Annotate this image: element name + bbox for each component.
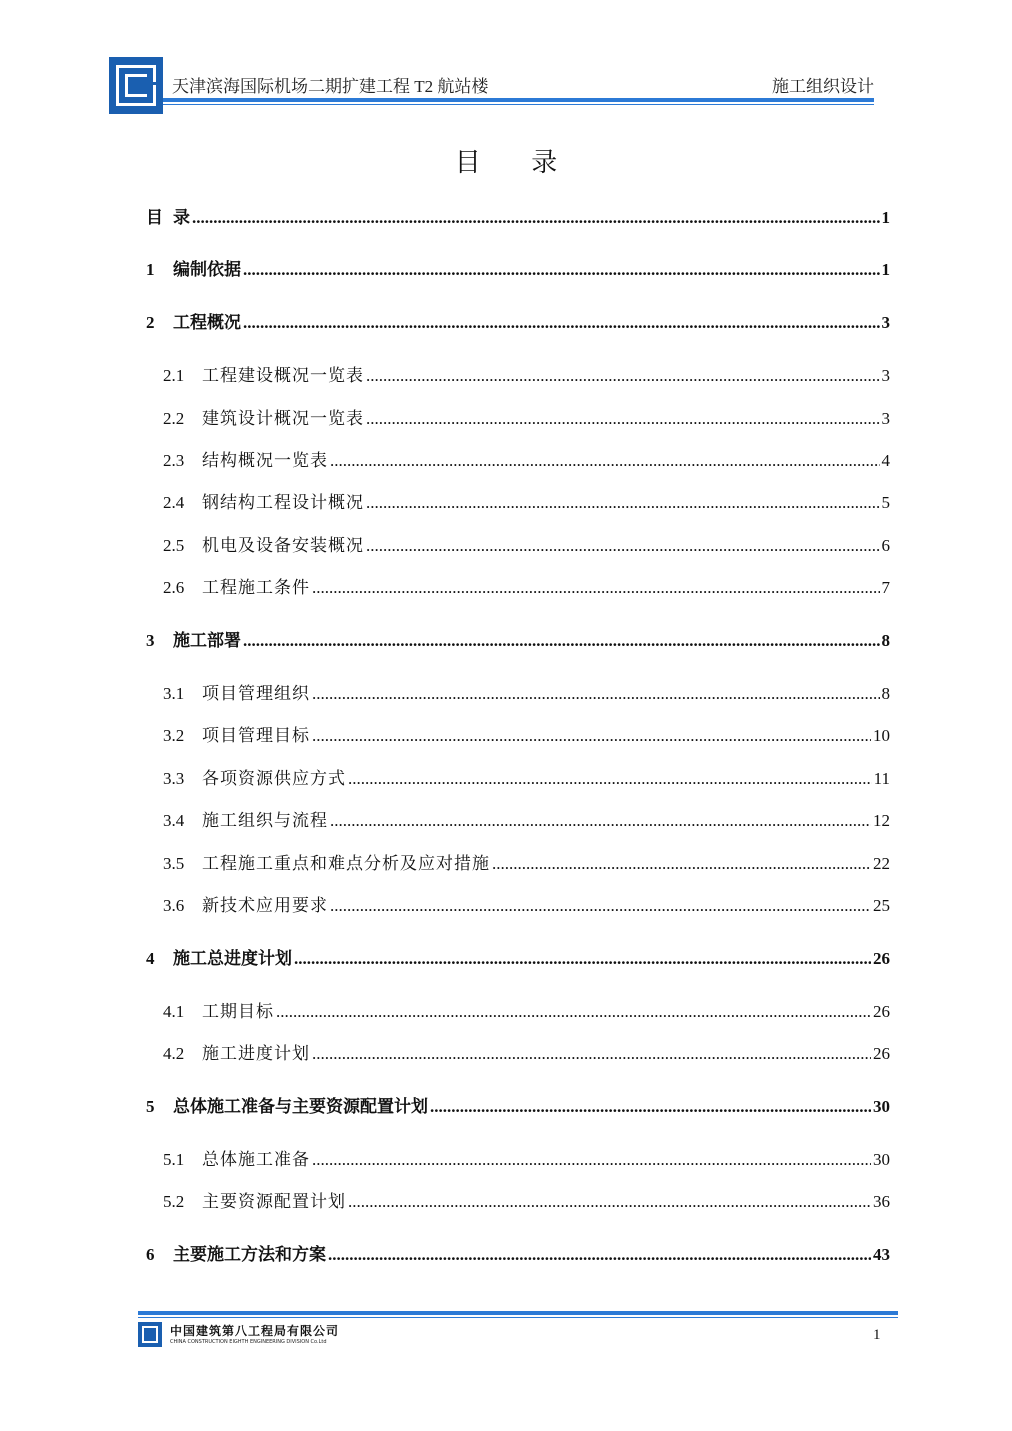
toc-entry-label: 项目管理组织 xyxy=(202,684,310,703)
toc-entry[interactable] xyxy=(146,203,890,227)
toc-dot-leader xyxy=(366,493,880,513)
toc-entry[interactable] xyxy=(163,891,890,915)
toc-entry[interactable] xyxy=(163,1187,890,1211)
cscec-logo-icon xyxy=(138,1322,162,1347)
toc-dot-leader xyxy=(348,769,872,789)
toc-entry-label: 建筑设计概况一览表 xyxy=(202,409,364,428)
toc-entry-number: 3.6 xyxy=(163,896,185,915)
toc-entry-page: 30 xyxy=(873,1150,890,1169)
toc-dot-leader xyxy=(330,811,871,831)
toc-entry-label: 主要资源配置计划 xyxy=(202,1192,346,1211)
toc-entry-page: 36 xyxy=(873,1192,890,1211)
toc-dot-leader xyxy=(192,208,880,228)
header-doc-type: 施工组织设计 xyxy=(772,77,874,96)
toc-entry[interactable] xyxy=(163,446,890,470)
toc-entry[interactable] xyxy=(163,721,890,745)
toc-dot-leader xyxy=(243,313,880,333)
toc-dot-leader xyxy=(348,1192,871,1212)
footer-rule xyxy=(138,1311,898,1315)
toc-entry-page: 43 xyxy=(873,1245,890,1264)
toc-entry[interactable] xyxy=(163,764,890,788)
toc-entry-page: 22 xyxy=(873,854,890,873)
toc-entry-page: 3 xyxy=(881,366,890,385)
toc-entry-label: 施工部署 xyxy=(173,631,241,650)
toc-dot-leader xyxy=(366,409,880,429)
toc-dot-leader xyxy=(430,1097,871,1117)
toc-entry-page: 10 xyxy=(873,726,890,745)
footer-rule-thin xyxy=(138,1317,898,1318)
toc-entry-page: 3 xyxy=(881,409,890,428)
toc-entry[interactable] xyxy=(163,997,890,1021)
toc-dot-leader xyxy=(328,1245,871,1265)
toc-dot-leader xyxy=(243,631,880,651)
toc-entry-number: 3.3 xyxy=(163,769,185,788)
toc-entry-label: 工程施工重点和难点分析及应对措施 xyxy=(202,854,490,873)
toc-dot-leader xyxy=(312,578,880,598)
toc-dot-leader xyxy=(312,726,871,746)
toc-dot-leader xyxy=(330,896,871,916)
footer-company-name: 中国建筑第八工程局有限公司 xyxy=(170,1324,340,1338)
toc-dot-leader xyxy=(312,684,880,704)
toc-entry-label: 项目管理目标 xyxy=(202,726,310,745)
toc-entry-number: 2.1 xyxy=(163,366,185,385)
toc-entry[interactable] xyxy=(163,404,890,428)
toc-entry[interactable] xyxy=(146,944,890,968)
toc-entry[interactable] xyxy=(163,488,890,512)
toc-entry-page: 8 xyxy=(881,631,890,650)
toc-entry-number: 2.6 xyxy=(163,578,185,597)
toc-entry-number: 3 xyxy=(146,631,155,650)
toc-entry[interactable] xyxy=(163,849,890,873)
toc-entry-number: 5.1 xyxy=(163,1150,185,1169)
toc-dot-leader xyxy=(312,1044,871,1064)
toc-entry-label: 工程建设概况一览表 xyxy=(202,366,364,385)
toc-entry-page: 12 xyxy=(873,811,890,830)
toc-entry-page: 3 xyxy=(881,313,890,332)
toc-entry-page: 11 xyxy=(873,769,890,788)
toc-entry-number: 目 xyxy=(146,208,163,227)
page-number: 1 xyxy=(873,1327,881,1343)
toc-entry-label: 录 xyxy=(173,208,190,227)
toc-entry-page: 1 xyxy=(881,260,890,279)
toc-entry-label: 钢结构工程设计概况 xyxy=(202,493,364,512)
toc-entry-label: 机电及设备安装概况 xyxy=(202,536,364,555)
header-rule xyxy=(163,98,874,102)
toc-entry-label: 新技术应用要求 xyxy=(202,896,328,915)
toc-entry-page: 7 xyxy=(881,578,890,597)
toc-entry[interactable] xyxy=(146,255,890,279)
toc-entry-label: 施工总进度计划 xyxy=(173,949,292,968)
toc-entry-number: 4.1 xyxy=(163,1002,185,1021)
toc-entry-label: 总体施工准备与主要资源配置计划 xyxy=(173,1097,428,1116)
toc-entry-label: 编制依据 xyxy=(173,260,241,279)
toc-entry-label: 各项资源供应方式 xyxy=(202,769,346,788)
toc-entry-number: 4 xyxy=(146,949,155,968)
toc-entry-label: 总体施工准备 xyxy=(202,1150,310,1169)
toc-entry[interactable] xyxy=(163,1039,890,1063)
toc-entry-number: 1 xyxy=(146,260,155,279)
toc-entry-page: 5 xyxy=(881,493,890,512)
toc-entry-label: 施工组织与流程 xyxy=(202,811,328,830)
toc-entry[interactable] xyxy=(163,531,890,555)
toc-entry-page: 6 xyxy=(881,536,890,555)
toc-dot-leader xyxy=(366,536,880,556)
toc-dot-leader xyxy=(492,854,871,874)
toc-entry-number: 3.1 xyxy=(163,684,185,703)
toc-dot-leader xyxy=(294,949,871,969)
toc-entry-page: 26 xyxy=(873,1002,890,1021)
footer-company-name-en: CHINA CONSTRUCTION EIGHTH ENGINEERING DIVISION Co.Ltd xyxy=(170,1339,327,1345)
toc-dot-leader xyxy=(276,1002,871,1022)
toc-entry[interactable] xyxy=(163,806,890,830)
toc-entry[interactable] xyxy=(163,1145,890,1169)
toc-entry-page: 25 xyxy=(873,896,890,915)
toc-entry-page: 1 xyxy=(881,208,890,227)
header-rule-thin xyxy=(163,104,874,105)
toc-entry[interactable] xyxy=(146,1240,890,1264)
toc-entry-label: 工程概况 xyxy=(173,313,241,332)
toc-entry-page: 26 xyxy=(873,1044,890,1063)
toc-entry-number: 6 xyxy=(146,1245,155,1264)
toc-entry-number: 3.4 xyxy=(163,811,185,830)
toc-entry-number: 3.2 xyxy=(163,726,185,745)
toc-entry-number: 2.5 xyxy=(163,536,185,555)
toc-entry-page: 26 xyxy=(873,949,890,968)
toc-dot-leader xyxy=(243,260,880,280)
toc-entry[interactable] xyxy=(146,1092,890,1116)
toc-entry-number: 2.3 xyxy=(163,451,185,470)
page-title: 目 录 xyxy=(454,148,580,177)
header-title: 天津滨海国际机场二期扩建工程 T2 航站楼 xyxy=(172,77,489,96)
toc-dot-leader xyxy=(366,366,880,386)
toc-entry-label: 施工进度计划 xyxy=(202,1044,310,1063)
toc-entry-number: 5 xyxy=(146,1097,155,1116)
toc-entry-page: 8 xyxy=(881,684,890,703)
toc-entry-number: 4.2 xyxy=(163,1044,185,1063)
toc-entry-page: 4 xyxy=(881,451,890,470)
toc-entry-number: 2 xyxy=(146,313,155,332)
toc-entry[interactable] xyxy=(163,679,890,703)
toc-dot-leader xyxy=(312,1150,871,1170)
toc-dot-leader xyxy=(330,451,880,471)
toc-entry-number: 5.2 xyxy=(163,1192,185,1211)
toc-entry-number: 2.2 xyxy=(163,409,185,428)
toc-entry[interactable] xyxy=(163,361,890,385)
toc-entry[interactable] xyxy=(146,308,890,332)
toc-entry-page: 30 xyxy=(873,1097,890,1116)
toc-entry-number: 3.5 xyxy=(163,854,185,873)
toc-entry-label: 结构概况一览表 xyxy=(202,451,328,470)
toc-entry-label: 工期目标 xyxy=(202,1002,274,1021)
toc-entry-number: 2.4 xyxy=(163,493,185,512)
cscec-logo-icon xyxy=(109,57,163,114)
toc-entry[interactable] xyxy=(146,626,890,650)
toc-entry[interactable] xyxy=(163,573,890,597)
toc-entry-label: 工程施工条件 xyxy=(202,578,310,597)
toc-entry-label: 主要施工方法和方案 xyxy=(173,1245,326,1264)
